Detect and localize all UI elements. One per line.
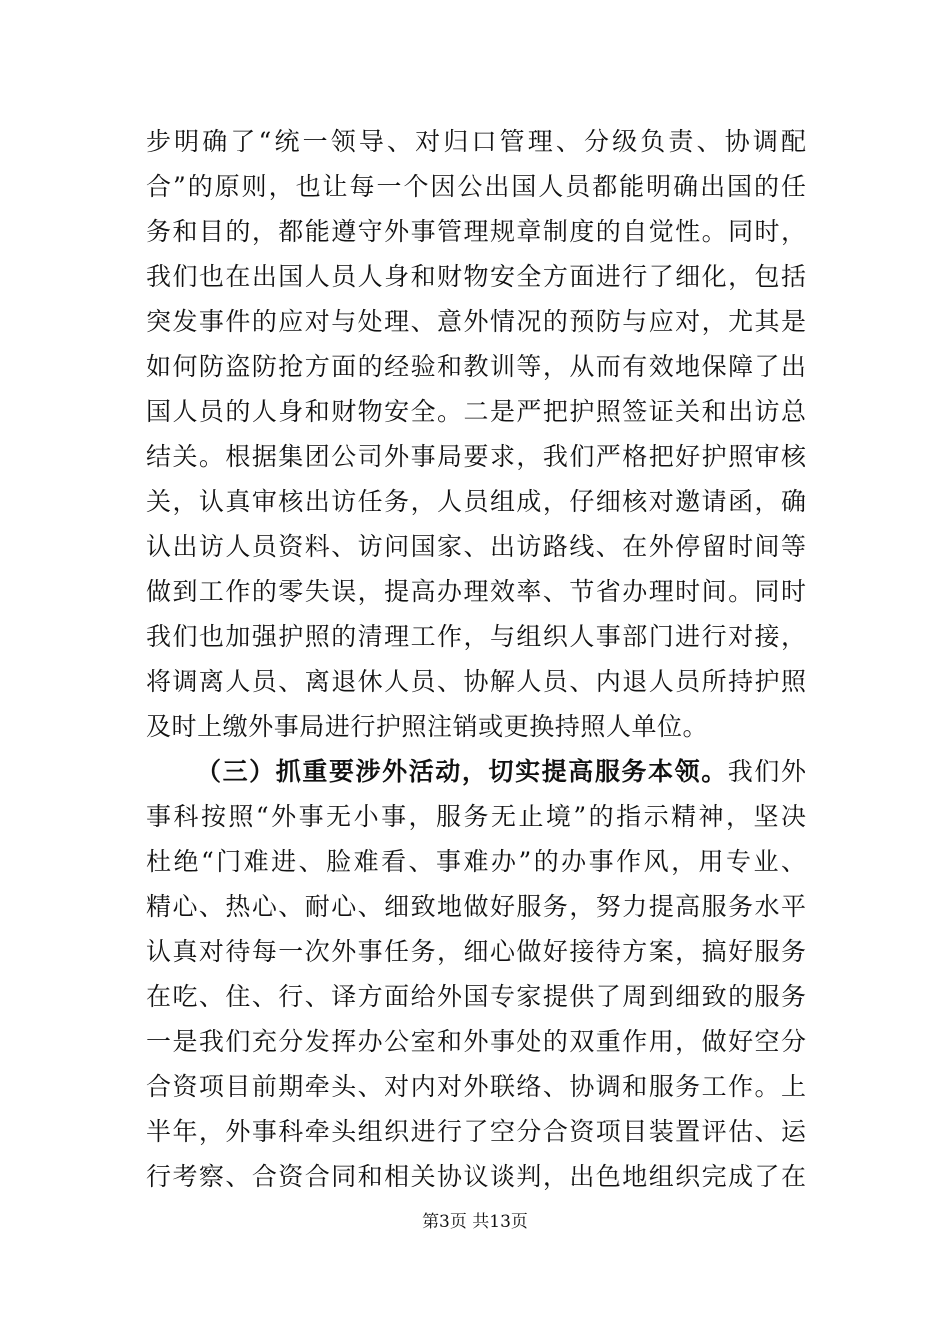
text-line: 半年，外事科牵头组织进行了空分合资项目装置评估、运 (146, 1117, 806, 1146)
text-line: 合资项目前期牵头、对内对外联络、协调和服务工作。上 (146, 1072, 806, 1101)
section-heading: （三）抓重要涉外活动，切实提高服务本领。 (196, 757, 728, 786)
text-line: 关，认真审核出访任务，人员组成，仔细核对邀请函，确 (146, 487, 806, 516)
text-line: 合”的原则，也让每一个因公出国人员都能明确出国的任 (146, 172, 806, 201)
text-line: 将调离人员、离退休人员、协解人员、内退人员所持护照 (146, 667, 806, 696)
section-heading-line (196, 752, 806, 792)
text-line: 行考察、合资合同和相关协议谈判，出色地组织完成了在 (146, 1162, 806, 1191)
text-line: 务和目的，都能遵守外事管理规章制度的自觉性。同时， (146, 217, 806, 246)
page-number-footer: 第3页 共13页 (422, 1212, 528, 1232)
text-line: 结关。根据集团公司外事局要求，我们严格把好护照审核 (146, 442, 806, 471)
text-line: 杜绝“门难进、脸难看、事难办”的办事作风，用专业、 (146, 847, 806, 876)
text-line: 及时上缴外事局进行护照注销或更换持照人单位。 (146, 712, 709, 741)
text-line: 步明确了“统一领导、对归口管理、分级负责、协调配 (146, 127, 806, 156)
text-line: 我们也加强护照的清理工作，与组织人事部门进行对接， (146, 622, 806, 651)
text-line: 认真对待每一次外事任务，细心做好接待方案，搞好服务 (146, 937, 806, 966)
text-line: 认出访人员资料、访问国家、出访路线、在外停留时间等 (146, 532, 806, 561)
text-line: 如何防盗防抢方面的经验和教训等，从而有效地保障了出 (146, 352, 806, 381)
text-line: 一是我们充分发挥办公室和外事处的双重作用，做好空分 (146, 1027, 806, 1056)
text-line: 事科按照“外事无小事，服务无止境”的指示精神，坚决 (146, 802, 806, 831)
section-lead-text: 我们外 (727, 757, 806, 786)
text-line: 做到工作的零失误，提高办理效率、节省办理时间。同时 (146, 577, 806, 606)
text-line: 国人员的人身和财物安全。二是严把护照签证关和出访总 (146, 397, 806, 426)
text-line: 我们也在出国人员人身和财物安全方面进行了细化，包括 (146, 262, 806, 291)
text-line: 突发事件的应对与处理、意外情况的预防与应对，尤其是 (146, 307, 806, 336)
text-line: 精心、热心、耐心、细致地做好服务，努力提高服务水平 (146, 892, 806, 921)
text-line: 在吃、住、行、译方面给外国专家提供了周到细致的服务 (146, 982, 806, 1011)
